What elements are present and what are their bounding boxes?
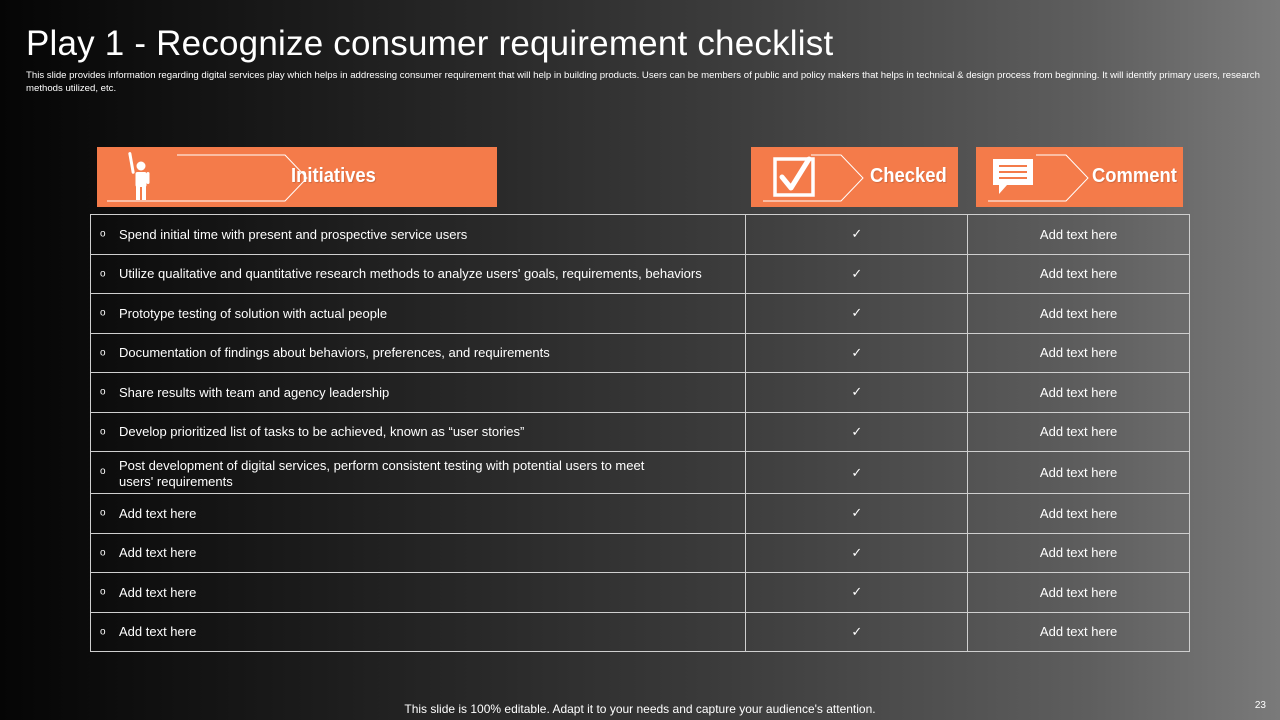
initiative-cell [91, 494, 746, 534]
comment-header-label: Comment [1092, 165, 1177, 187]
table-row [91, 373, 1190, 413]
comment-cell: Add text here [968, 573, 1190, 613]
bullet: o [100, 547, 106, 559]
comment-cell: Add text here [968, 294, 1190, 334]
bullet: o [100, 626, 106, 638]
initiative-text: Post development of digital services, perform consistent testing with potential users to meet [119, 457, 645, 473]
checkmark-icon: ✓ [746, 215, 968, 255]
initiatives-header [97, 147, 497, 207]
comment-cell: Add text here [968, 333, 1190, 373]
initiative-cell [91, 533, 746, 573]
bullet: o [100, 268, 106, 280]
comment-cell: Add text here [968, 215, 1190, 255]
speech-bubble-icon [991, 157, 1035, 197]
bullet: o [100, 466, 106, 477]
table-row [91, 494, 1190, 534]
checkmark-icon: ✓ [746, 533, 968, 573]
initiative-text: Add text here [119, 584, 197, 600]
initiative-text-line2: users' requirements [119, 473, 233, 489]
table-row [91, 452, 1190, 494]
checkmark-icon: ✓ [746, 573, 968, 613]
comment-cell: Add text here [968, 373, 1190, 413]
checkmark-icon: ✓ [746, 294, 968, 334]
table-row [91, 294, 1190, 334]
bullet: o [100, 426, 106, 438]
initiative-cell [91, 215, 746, 255]
initiative-cell [91, 373, 746, 413]
checkmark-icon: ✓ [746, 452, 968, 494]
initiative-cell [91, 412, 746, 452]
comment-header [976, 147, 1183, 207]
table-row [91, 333, 1190, 373]
checklist-table [90, 214, 1190, 652]
comment-cell: Add text here [968, 254, 1190, 294]
initiative-text: Develop prioritized list of tasks to be achieved, known as “user stories” [119, 424, 525, 440]
initiative-text: Utilize qualitative and quantitative research methods to analyze users' goals, requirements, behaviors [119, 266, 702, 282]
initiative-text: Documentation of findings about behaviors, preferences, and requirements [119, 345, 550, 361]
table-row [91, 215, 1190, 255]
initiative-text: Prototype testing of solution with actual people [119, 305, 388, 321]
initiative-text: Spend initial time with present and prospective service users [119, 226, 468, 242]
bullet: o [100, 507, 106, 519]
checkmark-icon: ✓ [746, 333, 968, 373]
slide-title: Play 1 - Recognize consumer requirement checklist [26, 24, 834, 63]
page-number: 23 [1254, 700, 1266, 711]
table-row [91, 412, 1190, 452]
checkmark-icon: ✓ [746, 494, 968, 534]
checkmark-icon: ✓ [746, 373, 968, 413]
initiative-cell [91, 333, 746, 373]
comment-cell: Add text here [968, 612, 1190, 652]
person-raising-hand-icon [127, 150, 153, 202]
bullet: o [100, 307, 106, 319]
slide-subtitle: This slide provides information regarding digital services play which helps in addressing consumer requirement that will help in building products. Users can be members of public and policy makers that helps in technical & design process from beginning. It will identify primary users, research methods utilized, etc. [26, 70, 1260, 94]
initiative-cell [91, 452, 746, 494]
initiative-text: Add text here [119, 505, 197, 521]
comment-cell: Add text here [968, 533, 1190, 573]
comment-cell: Add text here [968, 412, 1190, 452]
checkmark-icon: ✓ [746, 412, 968, 452]
comment-cell: Add text here [968, 494, 1190, 534]
checkbox-icon [773, 155, 817, 197]
table-row [91, 573, 1190, 613]
bullet: o [100, 386, 106, 398]
bullet: o [100, 347, 106, 359]
initiative-text: Share results with team and agency leadership [119, 384, 390, 400]
slide-footer: This slide is 100% editable. Adapt it to your needs and capture your audience's attention. [404, 702, 876, 716]
initiative-cell [91, 294, 746, 334]
comment-cell: Add text here [968, 452, 1190, 494]
bullet: o [100, 586, 106, 598]
initiative-cell [91, 612, 746, 652]
initiative-cell [91, 254, 746, 294]
checkmark-icon: ✓ [746, 254, 968, 294]
checked-header [751, 147, 958, 207]
initiative-text: Add text here [119, 545, 197, 561]
table-row [91, 612, 1190, 652]
table-row [91, 533, 1190, 573]
table-row [91, 254, 1190, 294]
initiative-cell [91, 573, 746, 613]
initiatives-header-label: Initiatives [291, 165, 376, 187]
bullet: o [100, 228, 106, 240]
checked-header-label: Checked [870, 165, 947, 187]
checkmark-icon: ✓ [746, 612, 968, 652]
initiative-text: Add text here [119, 624, 197, 640]
